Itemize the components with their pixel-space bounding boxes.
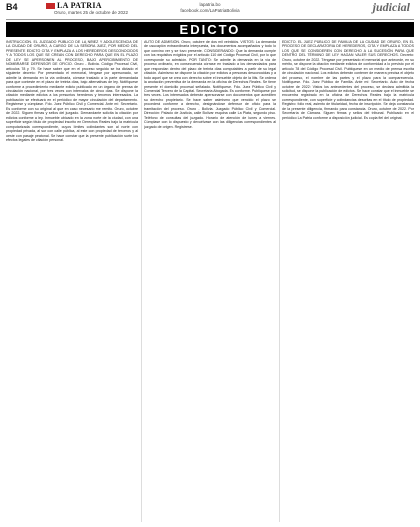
publication-date: Oruro, martes 25 de octubre de 2022 xyxy=(54,10,129,15)
page-number: B4 xyxy=(6,2,18,12)
header-links xyxy=(150,2,270,14)
edict-columns xyxy=(6,40,414,522)
column-3 xyxy=(282,40,414,522)
column-divider xyxy=(141,40,142,522)
column-text: INSTRUCCIÓN. EL JUZGADO PÚBLICO DE LA NIÑEZ Y ADOLESCENCIA DE LA CIUDAD DE ORURO, A CARGO DE LA SEÑORA JUEZ, POR MEDIO DEL PRESENTE EDICTO CITA Y EMPLAZA A LOS HEREDEROS DESCONOCIDOS Y A TODOS LOS QUE SE CREAN CON DERECHO PARA QUE EN EL PLAZO DE LEY SE APERSONEN AL PROCESO, BAJO APERCIBIMIENTO DE NOMBRARSE DEFENSOR DE OFICIO. Oruro - Bolivia. Código Procesal Civil, artículos 78 y 79. Se hace saber que en el proceso seguido se ha dictado el siguiente decreto: Por presentado el memorial, téngase por apersonado, se admite la demanda en la vía ordinaria, córrase traslado a la parte demandada para que conteste en el plazo de treinta días, bajo alternativas de ley. Notifíquese conforme a procedimiento mediante edicto publicado en un órgano de prensa de circulación nacional, por tres veces con intervalos de cinco días. Se dispone la citación mediante edictos a los presuntos herederos y terceros interesados. La publicación se efectuará en el periódico de mayor circulación del departamento. Registrese y cúmplase. Fdo. Juez Público Civil y Comercial. Ante mí: Secretario. Es conforme con su original al que en caso necesario me remito. Oruro, octubre de 2022. Siguen firmas y sellos del juzgado. Demandante solicita la citación por edictos conforme a ley. Inmueble ubicado en la zona norte de la ciudad, con una superficie según título de propiedad inscrito en Derechos Reales bajo la matrícula computarizada correspondiente, cuyos límites colindantes son al norte con propiedad privada, al sur con calle pública, al este con propiedad de terceros y al oeste con pasaje peatonal. Se hace constar que la presente publicación surte los efectos legales de citación personal. xyxy=(6,40,138,142)
section-name: judicial xyxy=(372,0,410,14)
newspaper-logo xyxy=(46,1,102,10)
edicto-banner: EDICTO xyxy=(6,22,414,37)
column-text: EDICTO. EL JUEZ PÚBLICO DE FAMILIA DE LA CIUDAD DE ORURO, EN EL PROCESO DE DECLARATORIA DE HEREDEROS, CITA Y EMPLAZA A TODOS LOS QUE SE CONSIDEREN CON DERECHO A LA SUCESIÓN PARA QUE DENTRO DEL TÉRMINO DE LEY HAGAN VALER SUS DERECHOS. Decreto: Oruro, octubre de 2022. Téngase por presentado el memorial que antecede, en su mérito, se dispone la citación mediante edictos de conformidad a lo previsto por el artículo 78 del Código Procesal Civil. Publíquese en un medio de prensa escrita de circulación nacional. Los edictos deberán contener de manera precisa el objeto del proceso, el nombre de las partes y el plazo para la comparecencia. Notifíquese. Fdo. Juez Público de Familia. Ante mí: Secretario. Auto de fecha octubre de 2022: Vistos los antecedentes del proceso, se declara admitida la solicitud, se dispone la publicación de edictos. Se hace constar que el inmueble se encuentra registrado en la oficina de Derechos Reales bajo la matrícula correspondiente, con superficie y colindancias descritas en el título de propiedad. Registro: folio real, asiento de titularidad, fecha de inscripción. Se deja constancia de la presente diligencia, firmando para constancia. Oruro, octubre de 2022. Por Secretaría de Cámara. Siguen firmas y sellos del tribunal. Publicado en el periódico La Patria conforme a disposición judicial. Es copia fiel del original. xyxy=(282,40,414,120)
header-rule xyxy=(6,19,414,20)
column-divider xyxy=(279,40,280,522)
logo-text: LA PATRIA xyxy=(57,1,102,10)
column-1 xyxy=(6,40,138,522)
column-text: AUTO DE ADMISIÓN. Oruro, octubre de dos mil veintidós. VISTOS: La demanda de usucapión extraordinaria interpuesta, los documentos acompañados y todo lo que convino ver y se tuvo presente. CONSIDERANDO: Que la demanda cumple con los requisitos exigidos por el artículo 110 del Código Procesal Civil, por lo que corresponde su admisión. POR TANTO: Se admite la demanda en la vía de proceso ordinario, en consecuencia córrase en traslado a los demandados para que respondan dentro del plazo de treinta días computables a partir de su legal citación. Asimismo se dispone la citación por edictos a personas desconocidas y a todo aquel que se crea con derecho sobre el inmueble objeto de la litis. Se ordena la anotación preventiva de la demanda en la oficina de Derechos Reales. Se tiene presente el domicilio procesal señalado. Notifíquese. Fdo. Juez Público Civil y Comercial Tercero de la Capital. Secretaria Abogada. Es conforme. Publíquese por tres veces. Los interesados deberán apersonarse con documentos que acrediten su derecho propietario. Se hace saber asimismo que vencido el plazo se procederá conforme a derecho, designándose defensor de oficio para la tramitación del proceso. Oruro - Bolivia. Juzgado Público Civil y Comercial. Dirección: Palacio de Justicia, calle Bolívar esquina calle La Plata, segundo piso. Teléfono de consultas del juzgado. Horario de atención de lunes a viernes. Cúmplase con lo dispuesto y devuélvase con las diligencias correspondientes al juzgado de origen. Registrese. xyxy=(144,40,276,129)
facebook-link: facebook.com/LaPatriaBolivia xyxy=(180,8,240,13)
page-header xyxy=(0,0,420,20)
flag-icon xyxy=(46,3,55,9)
column-2 xyxy=(144,40,276,522)
website: lapatria.bo xyxy=(199,2,221,7)
